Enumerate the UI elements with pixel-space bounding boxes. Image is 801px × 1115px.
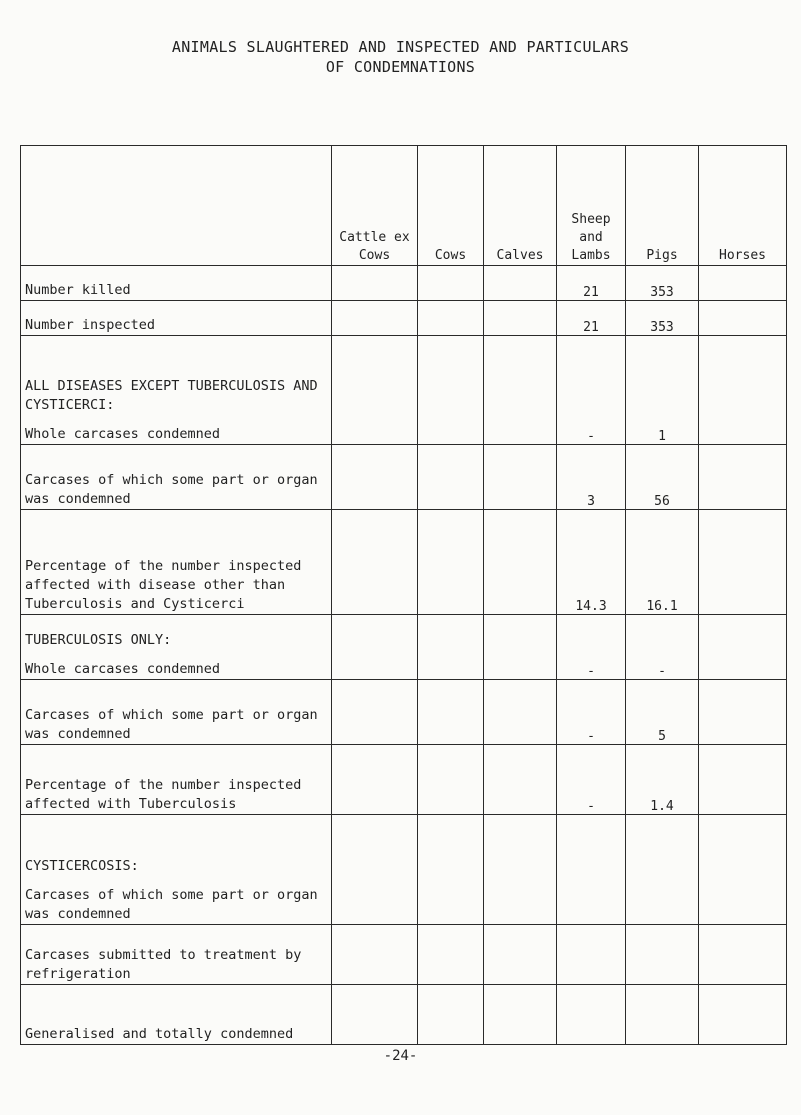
table-cell bbox=[626, 925, 699, 985]
table-cell bbox=[699, 510, 787, 615]
table-row bbox=[21, 925, 787, 985]
table-cell bbox=[699, 745, 787, 815]
row-label-text: Carcases of which some part or organ was condemned bbox=[25, 707, 318, 742]
header-calves: Calves bbox=[484, 146, 557, 266]
table-cell: - bbox=[557, 745, 626, 815]
table-cell bbox=[484, 745, 557, 815]
table-cell bbox=[557, 985, 626, 1045]
table-cell bbox=[626, 815, 699, 925]
row-label-text: Carcases submitted to treatment by refrigeration bbox=[25, 947, 302, 982]
table-cell bbox=[557, 925, 626, 985]
table-cell: 353 bbox=[626, 301, 699, 336]
table-cell bbox=[332, 745, 418, 815]
table-cell: 3 bbox=[557, 445, 626, 510]
table-cell bbox=[699, 680, 787, 745]
table-cell bbox=[484, 680, 557, 745]
table-cell bbox=[418, 815, 484, 925]
table-cell bbox=[332, 615, 418, 680]
table-cell bbox=[484, 301, 557, 336]
table-cell bbox=[699, 815, 787, 925]
table-cell: 353 bbox=[626, 266, 699, 301]
row-label-text: Carcases of which some part or organ was condemned bbox=[25, 472, 318, 507]
table-cell bbox=[699, 445, 787, 510]
table-cell bbox=[484, 925, 557, 985]
table-cell bbox=[332, 266, 418, 301]
header-row bbox=[21, 146, 787, 266]
table-cell: 14.3 bbox=[557, 510, 626, 615]
table-cell bbox=[332, 925, 418, 985]
header-cattle: Cattle ex Cows bbox=[332, 146, 418, 266]
row-label bbox=[21, 925, 332, 985]
table-cell bbox=[699, 615, 787, 680]
table-cell bbox=[484, 336, 557, 445]
table-cell: 1.4 bbox=[626, 745, 699, 815]
table-row bbox=[21, 985, 787, 1045]
table-cell bbox=[418, 985, 484, 1045]
table-cell bbox=[418, 301, 484, 336]
header-blank bbox=[21, 146, 332, 266]
table-cell bbox=[484, 510, 557, 615]
table-cell bbox=[332, 815, 418, 925]
table-row bbox=[21, 745, 787, 815]
header-sheep: Sheep and Lambs bbox=[557, 146, 626, 266]
table-cell bbox=[626, 985, 699, 1045]
table-row bbox=[21, 266, 787, 301]
row-label-text: Percentage of the number inspected affected with disease other than Tuberculosis and Cysticerci bbox=[25, 558, 302, 612]
page-number: -24- bbox=[383, 1048, 418, 1064]
table-row bbox=[21, 680, 787, 745]
table-cell: 56 bbox=[626, 445, 699, 510]
table-cell bbox=[418, 680, 484, 745]
title-line-2: OF CONDEMNATIONS bbox=[325, 58, 476, 76]
table-body bbox=[21, 266, 787, 1045]
table-cell: 16.1 bbox=[626, 510, 699, 615]
table-cell bbox=[418, 925, 484, 985]
table-row bbox=[21, 815, 787, 925]
table-cell bbox=[557, 815, 626, 925]
table-cell: - bbox=[557, 615, 626, 680]
row-label bbox=[21, 336, 332, 445]
table-cell bbox=[699, 925, 787, 985]
row-label bbox=[21, 301, 332, 336]
row-label bbox=[21, 510, 332, 615]
row-label-text: Whole carcases condemned bbox=[25, 661, 221, 677]
table-cell bbox=[418, 266, 484, 301]
table-row bbox=[21, 510, 787, 615]
table-cell bbox=[418, 510, 484, 615]
table-cell bbox=[418, 336, 484, 445]
table-cell: 21 bbox=[557, 301, 626, 336]
table-cell: - bbox=[557, 680, 626, 745]
table-cell bbox=[699, 266, 787, 301]
table-cell: - bbox=[557, 336, 626, 445]
row-label-text: Whole carcases condemned bbox=[25, 426, 221, 442]
table-cell bbox=[699, 301, 787, 336]
header-cows: Cows bbox=[418, 146, 484, 266]
table-cell bbox=[699, 985, 787, 1045]
table-cell bbox=[484, 815, 557, 925]
table-cell bbox=[332, 336, 418, 445]
row-label bbox=[21, 745, 332, 815]
row-label bbox=[21, 266, 332, 301]
table-row bbox=[21, 336, 787, 445]
title-line-1: ANIMALS SLAUGHTERED AND INSPECTED AND PARTICULARS bbox=[171, 38, 630, 56]
table-cell bbox=[484, 445, 557, 510]
table-row bbox=[21, 445, 787, 510]
table-cell bbox=[484, 615, 557, 680]
table-cell bbox=[332, 510, 418, 615]
header-horses: Horses bbox=[699, 146, 787, 266]
table-cell: 5 bbox=[626, 680, 699, 745]
section-heading: TUBERCULOSIS ONLY: bbox=[25, 632, 172, 648]
row-label-text: Number killed bbox=[25, 282, 131, 298]
table-cell bbox=[332, 680, 418, 745]
table-cell bbox=[332, 985, 418, 1045]
row-label-text: Percentage of the number inspected affected with Tuberculosis bbox=[25, 777, 302, 812]
table-cell bbox=[699, 336, 787, 445]
table-row bbox=[21, 615, 787, 680]
row-label bbox=[21, 615, 332, 680]
table-cell bbox=[418, 615, 484, 680]
table-cell bbox=[484, 266, 557, 301]
table-cell bbox=[484, 985, 557, 1045]
table-cell bbox=[332, 301, 418, 336]
table-cell bbox=[418, 445, 484, 510]
row-label-text: Generalised and totally condemned bbox=[25, 1026, 294, 1042]
table-cell: 21 bbox=[557, 266, 626, 301]
row-label-text: Number inspected bbox=[25, 317, 156, 333]
row-label bbox=[21, 680, 332, 745]
table-cell: 1 bbox=[626, 336, 699, 445]
table-row bbox=[21, 301, 787, 336]
section-heading: ALL DISEASES EXCEPT TUBERCULOSIS AND CYSTICERCI: bbox=[25, 378, 318, 413]
condemnations-table bbox=[20, 145, 787, 1045]
table-cell: - bbox=[626, 615, 699, 680]
row-label bbox=[21, 985, 332, 1045]
header-pigs: Pigs bbox=[626, 146, 699, 266]
table-cell bbox=[332, 445, 418, 510]
table-cell bbox=[418, 745, 484, 815]
section-heading: CYSTICERCOSIS: bbox=[25, 858, 139, 874]
row-label bbox=[21, 815, 332, 925]
row-label-text: Carcases of which some part or organ was condemned bbox=[25, 887, 318, 922]
page-title bbox=[0, 37, 801, 77]
row-label bbox=[21, 445, 332, 510]
